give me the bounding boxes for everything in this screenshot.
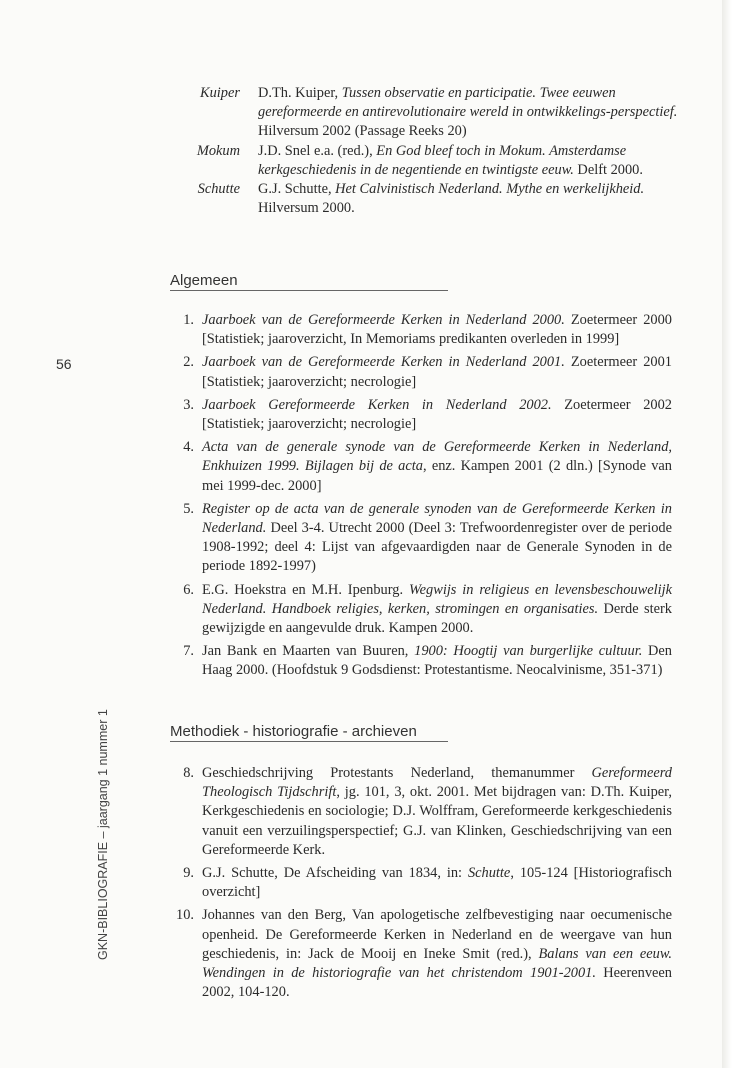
abbreviation-row	[158, 84, 678, 142]
entry-number: 8.	[183, 765, 194, 781]
entry-text: Jaarboek Gereformeerde Kerken in Nederland 2002. Zoetermeer 2002 [Statistiek; jaaroverzicht; necrologie]	[202, 396, 672, 433]
entry-number: 1.	[183, 312, 194, 328]
entry-text: E.G. Hoekstra en M.H. Ipenburg. Wegwijs in religieus en levensbeschouwelijk Nederland. Handboek religies, kerken, stromingen en organisaties. Derde sterk gewijzigde en aangevulde druk. Kampen 2000.	[202, 581, 672, 637]
abbreviation-key: Kuiper	[200, 85, 240, 101]
section-heading-methodiek: Methodiek - historiografie - archieven	[170, 723, 448, 742]
entry-number: 9.	[183, 865, 194, 882]
bibliography-entry	[176, 906, 672, 1002]
abbreviation-key: Mokum	[196, 142, 240, 159]
entry-text: Jan Bank en Maarten van Buuren, 1900: Hoogtij van burgerlijke cultuur. Den Haag 2000. (Hoofdstuk 9 Godsdienst: Protestantisme. Neocalvinisme, 351-371)	[202, 643, 672, 679]
bibliography-entry	[176, 396, 672, 434]
abbreviation-key: Schutte	[197, 181, 240, 198]
entry-text: G.J. Schutte, De Afscheiding van 1834, in: Schutte, 105-124 [Historiografisch overzicht]	[202, 865, 672, 901]
bibliography-list-algemeen	[176, 311, 672, 685]
entry-number: 6.	[183, 581, 194, 598]
abbreviation-value: J.D. Snel e.a. (red.), En God bleef toch in Mokum. Amsterdamse kerkgeschiedenis in de negentiende en twintigste eeuw. Delft 2000.	[258, 142, 643, 178]
section-heading-algemeen: Algemeen	[170, 272, 448, 291]
page-edge	[722, 0, 738, 1068]
entry-text: Geschiedschrijving Protestants Nederland, themanummer Gereformeerd Theologisch Tijdschrift, jg. 101, 3, okt. 2001. Met bijdragen van: D.Th. Kuiper, Kerkgeschiedenis en sociologie; D.J. Wolffram, Gereformeerde kerkgeschiedenis vanuit een verzuilingsperspectief; G.J. van Klinken, Geschiedschrijving van een Gereformeerde Kerk.	[202, 765, 672, 858]
bibliography-entry	[176, 642, 672, 680]
entry-text: Jaarboek van de Gereformeerde Kerken in Nederland 2000. Zoetermeer 2000 [Statistiek; jaaroverzicht, In Memoriams predikanten overleden in 1999]	[202, 312, 672, 348]
entry-number: 7.	[183, 643, 194, 660]
bibliography-entry	[176, 353, 672, 391]
running-title: GKN-BIBLIOGRAFIE – jaargang 1 nummer 1	[96, 709, 110, 960]
entry-text: Register op de acta van de generale synoden van de Gereformeerde Kerken in Nederland. Deel 3-4. Utrecht 2000 (Deel 3: Trefwoordenregister over de periode 1908-1992; deel 4: Lijst van afgevaardigden naar de Generale Synoden in de periode 1892-1997)	[202, 500, 672, 575]
entry-number: 2.	[183, 354, 194, 371]
abbreviation-value: D.Th. Kuiper, Tussen observatie en participatie. Twee eeuwen gereformeerde en antirevolutionaire wereld in ontwikkelings-perspectief. Hilversum 2002 (Passage Reeks 20)	[258, 85, 678, 140]
entry-number: 4.	[183, 439, 194, 456]
entry-number: 10.	[176, 907, 194, 924]
entry-text: Jaarboek van de Gereformeerde Kerken in Nederland 2001. Zoetermeer 2001 [Statistiek; jaaroverzicht; necrologie]	[202, 354, 672, 390]
entry-text: Acta van de generale synode van de Gereformeerde Kerken in Nederland, Enkhuizen 1999. Bijlagen bij de acta, enz. Kampen 2001 (2 dln.) [Synode van mei 1999-dec. 2000]	[202, 439, 672, 494]
bibliography-list-methodiek	[176, 764, 672, 1006]
page-number: 56	[56, 356, 72, 372]
bibliography-entry	[176, 311, 672, 349]
entry-number: 5.	[183, 500, 194, 517]
bibliography-entry	[176, 500, 672, 577]
bibliography-entry	[176, 764, 672, 860]
abbreviation-row	[158, 142, 678, 180]
bibliography-entry	[176, 864, 672, 902]
abbreviation-list	[158, 84, 678, 218]
bibliography-entry	[176, 581, 672, 639]
bibliography-entry	[176, 438, 672, 496]
entry-text: Johannes van den Berg, Van apologetische zelfbevestiging naar oecumenische openheid. De Gereformeerde Kerken in Nederland en de weergave van hun geschiedenis, in: Jack de Mooij en Ineke Smit (red.), Balans van een eeuw. Wendingen in de historiografie van het christendom 1901-2001. Heerenveen 2002, 104-120.	[202, 907, 672, 1001]
abbreviation-value: G.J. Schutte, Het Calvinistisch Nederland. Mythe en werkelijkheid. Hilversum 2000.	[258, 181, 645, 217]
entry-number: 3.	[183, 396, 194, 413]
abbreviation-row	[158, 180, 678, 218]
